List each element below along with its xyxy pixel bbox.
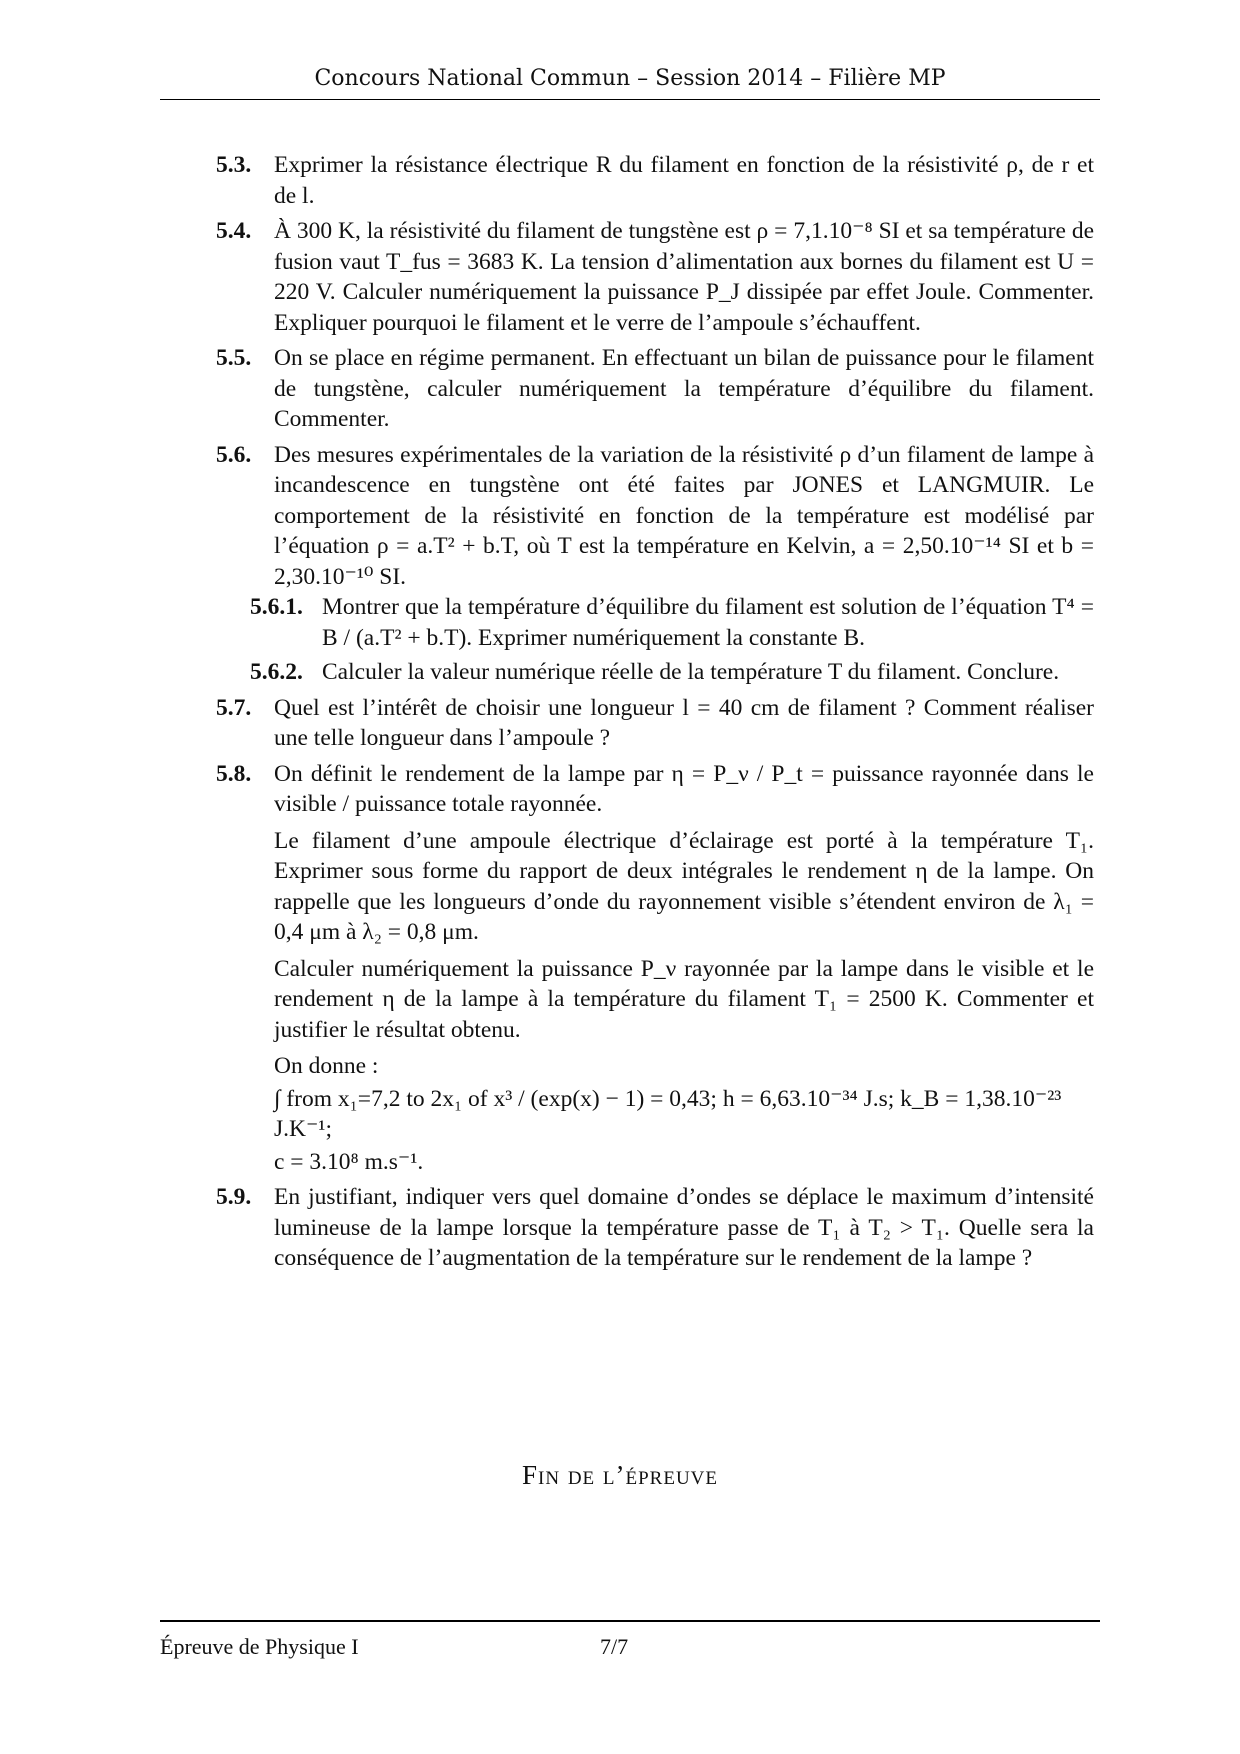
question-5-7 [216,693,1094,754]
question-5-9 [216,1182,1094,1274]
subquestion-number: 5.6.1. [250,594,303,620]
question-paragraph: Calculer numériquement la puissance P_ν rayonnée par la lampe dans le visible et le rendement η de la lampe à la température du filament T₁ = 2500 K. Commenter et justifier le résultat obtenu. [274,955,1094,1043]
question-number: 5.4. [216,218,252,244]
given-equation: ∫ from x₁=7,2 to 2x₁ of x³ / (exp(x) − 1) = 0,43; h = 6,63.10⁻³⁴ J.s; k_B = 1,38.10⁻²³ J.K⁻¹; [274,1085,1062,1142]
question-paragraph: Le filament d’une ampoule électrique d’éclairage est porté à la température T₁. Exprimer sous forme du rapport de deux intégrales le rendement η de la lampe. On rappelle que les longueurs d’onde du rayonnement visible s’étendent environ de λ₁ = 0,4 μm à λ₂ = 0,8 μm. [274,827,1094,945]
question-text: À 300 K, la résistivité du filament de tungstène est ρ = 7,1.10⁻⁸ SI et sa température de fusion vaut T_fus = 3683 K. La tension d’alimentation aux bornes du filament est U = 220 V. Calculer numériquement la puissance P_J dissipée par effet Joule. Commenter. Expliquer pourquoi le filament et le verre de l’ampoule s’échauffent. [274,218,1094,336]
page-header: Concours National Commun – Session 2014 – Filière MP [160,66,1100,100]
subquestion-text: Calculer la valeur numérique réelle de la température T du filament. Conclure. [322,659,1060,685]
question-5-6 [216,440,1094,688]
subquestion-text: Montrer que la température d’équilibre du filament est solution de l’équation T⁴ = B / (a.T² + b.T). Exprimer numériquement la constante B. [322,594,1094,651]
question-5-4 [216,216,1094,338]
question-text: On se place en régime permanent. En effectuant un bilan de puissance pour le filament de tungstène, calculer numériquement la température d’équilibre du filament. Commenter. [274,345,1094,432]
subquestion-5-6-2 [216,657,1094,688]
question-text: En justifiant, indiquer vers quel domaine d’ondes se déplace le maximum d’intensité lumineuse de la lampe lorsque la température passe de T₁ à T₂ > T₁. Quelle sera la conséquence de l’augmentation de la température sur le rendement de la lampe ? [274,1184,1094,1271]
question-5-8 [216,759,1094,1178]
subquestion-number: 5.6.2. [250,659,303,685]
given-constant: c = 3.10⁸ m.s⁻¹. [274,1148,424,1175]
question-5-5 [216,343,1094,435]
question-number: 5.8. [216,760,252,787]
question-number: 5.7. [216,694,252,721]
question-number: 5.9. [216,1184,252,1210]
end-of-exam: Fin de l’épreuve [522,1460,718,1490]
document-body [216,150,1094,1279]
question-number: 5.3. [216,152,252,178]
footer-title: Épreuve de Physique I [160,1634,359,1659]
given-label: On donne : [274,1053,379,1079]
subquestion-5-6-1 [216,592,1094,653]
question-5-3 [216,150,1094,211]
question-text: Exprimer la résistance électrique R du filament en fonction de la résistivité ρ, de r et de l. [274,152,1094,209]
question-text: Quel est l’intérêt de choisir une longueur l = 40 cm de filament ? Comment réaliser une telle longueur dans l’ampoule ? [274,694,1094,751]
page-number: 7/7 [600,1634,629,1659]
question-number: 5.5. [216,345,252,371]
footer-rule [160,1620,1100,1622]
question-text: Des mesures expérimentales de la variation de la résistivité ρ d’un filament de lampe à incandescence en tungstène ont été faites par JONES et LANGMUIR. Le comportement de la résistivité en fonction de la température est modélisé par l’équation ρ = a.T² + b.T, où T est la température en Kelvin, a = 2,50.10⁻¹⁴ SI et b = 2,30.10⁻¹⁰ SI. [274,441,1094,590]
question-number: 5.6. [216,441,252,468]
question-intro: On définit le rendement de la lampe par η = P_ν / P_t = puissance rayonnée dans le visible / puissance totale rayonnée. [274,760,1094,817]
